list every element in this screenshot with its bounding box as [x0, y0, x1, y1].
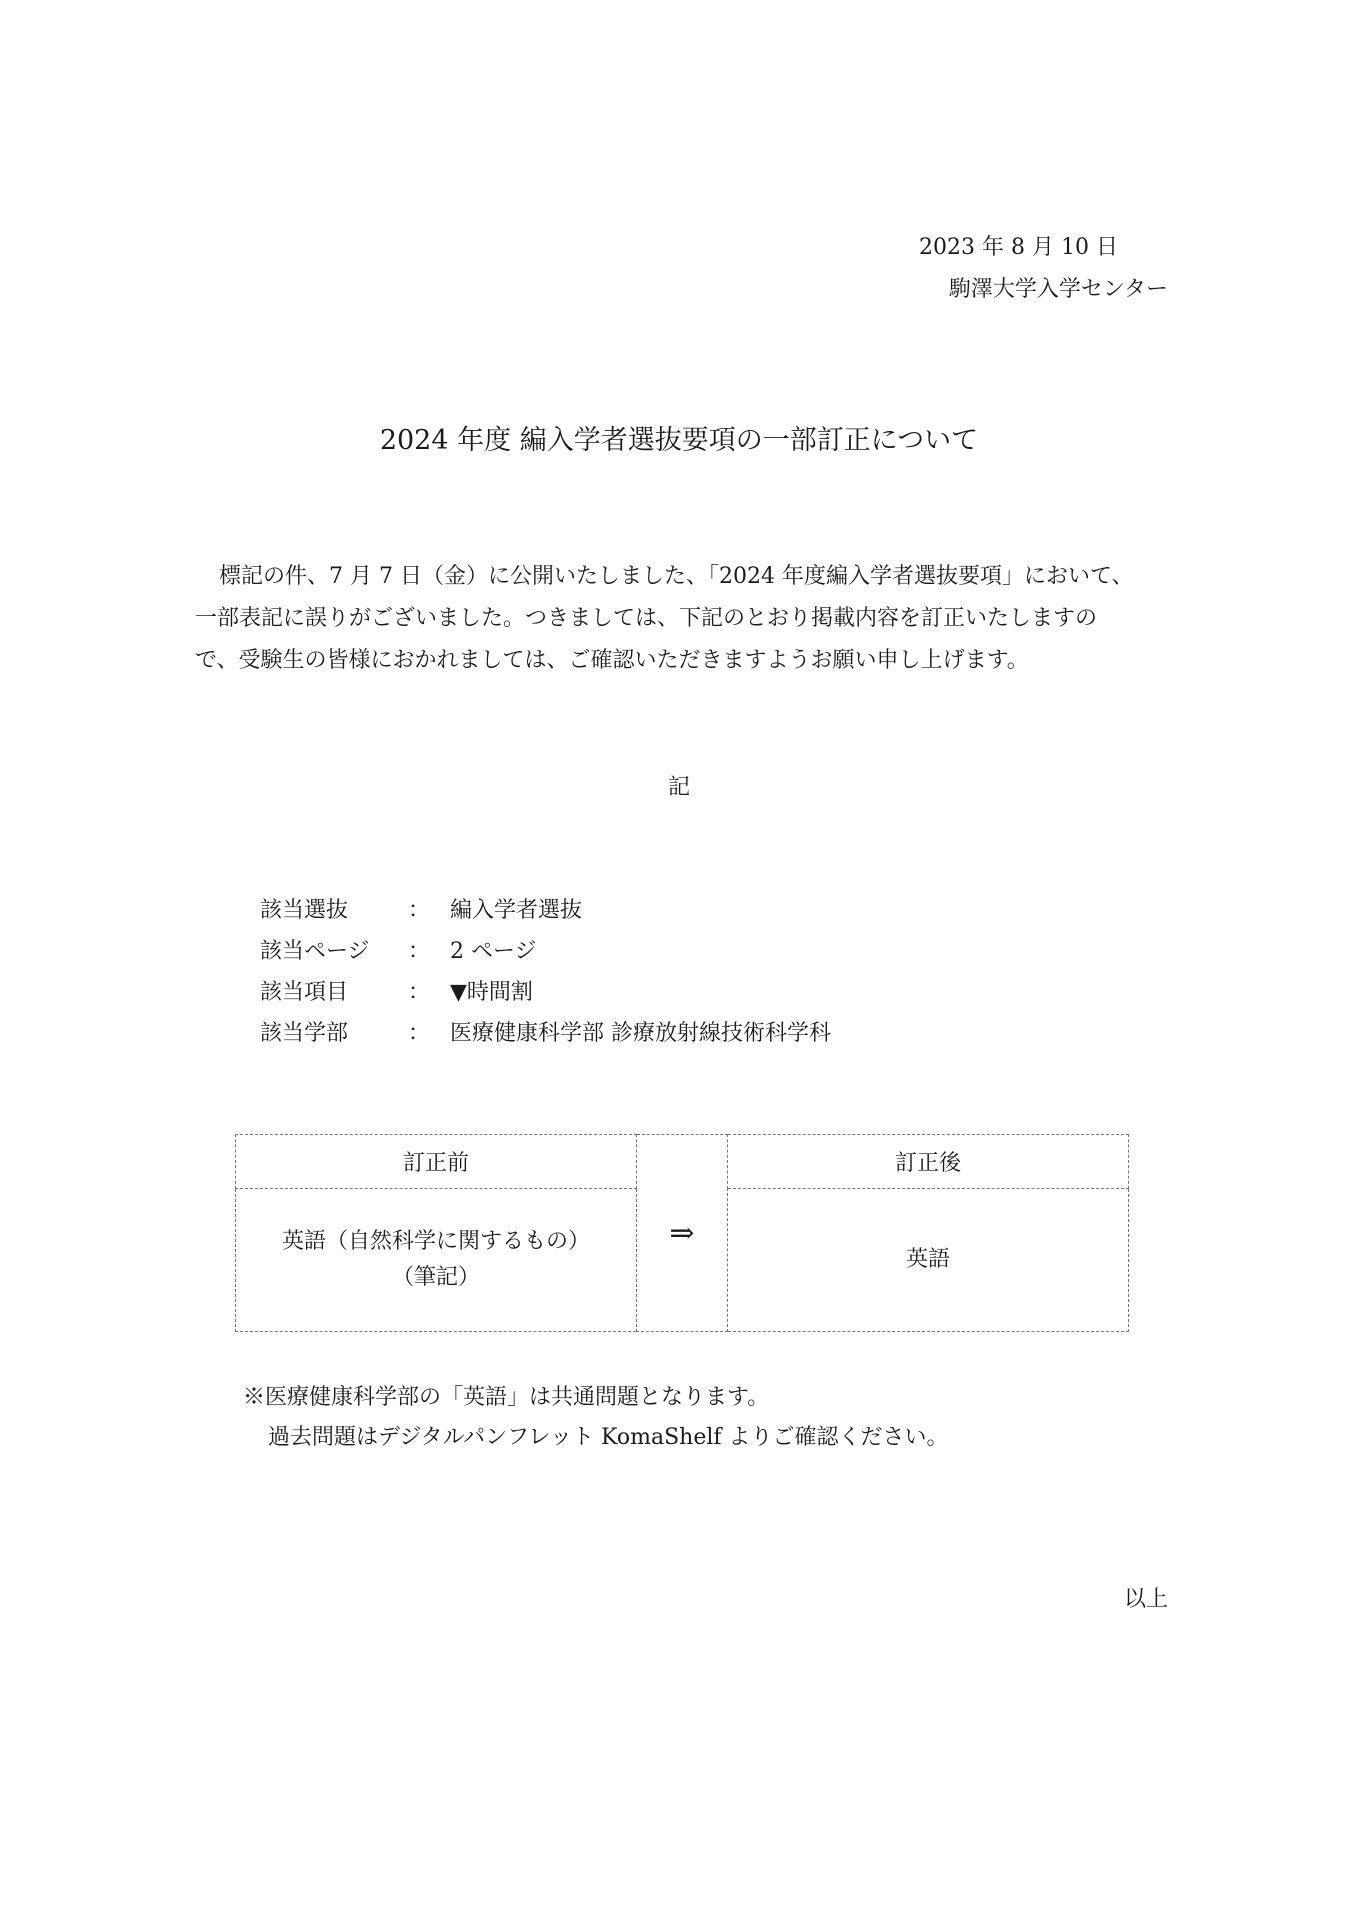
details-label: 該当学部 [260, 1021, 349, 1046]
note-common-question: ※医療健康科学部の「英語」は共通問題となります。 [243, 1385, 770, 1410]
document-title: 2024 年度 編入学者選抜要項の一部訂正について [379, 425, 979, 456]
document-date: 2023 年 8 月 10 日 [919, 235, 1118, 260]
closing-mark: 以上 [1123, 1587, 1168, 1612]
body-line-2: 一部表記に誤りがございました。つきましては、下記のとおり掲載内容を訂正いたしますの [195, 606, 1098, 631]
details-value: 編入学者選抜 [450, 898, 583, 923]
details-label: 該当選抜 [260, 898, 349, 923]
details-label: 該当ページ [260, 939, 370, 964]
details-colon: ： [408, 980, 431, 1005]
before-value-line-2: （筆記） [391, 1265, 480, 1290]
before-value-line-1: 英語（自然科学に関するもの） [281, 1229, 590, 1254]
arrow-icon: ⇒ [637, 1135, 728, 1332]
details-value: 2 ページ [450, 939, 537, 964]
details-value: ▼時間割 [450, 980, 533, 1005]
details-label: 該当項目 [260, 980, 349, 1005]
body-line-1: 標記の件、7 月 7 日（金）に公開いたしました、「2024 年度編入学者選抜要項」において、 [219, 564, 1134, 589]
before-header: 訂正前 [236, 1135, 637, 1189]
details-colon: ： [408, 939, 431, 964]
issuing-organization: 駒澤大学入学センター [948, 277, 1168, 302]
details-row [260, 888, 831, 929]
after-value: 英語 [728, 1189, 1129, 1332]
before-value [236, 1189, 637, 1332]
details-value: 医療健康科学部 診療放射線技術科学科 [450, 1021, 831, 1046]
body-paragraph [195, 556, 1170, 682]
details-row [260, 1011, 831, 1052]
correction-table [235, 1134, 1129, 1332]
body-line-3: で、受験生の皆様におかれましては、ご確認いただきますようお願い申し上げます。 [195, 648, 1029, 673]
ki-heading: 記 [667, 775, 690, 800]
details-colon: ： [408, 898, 431, 923]
details-row [260, 929, 831, 970]
details-list [260, 888, 831, 1052]
note-past-exams: 過去問題はデジタルパンフレット KomaShelf よりご確認ください。 [268, 1425, 949, 1450]
after-header: 訂正後 [728, 1135, 1129, 1189]
details-row [260, 970, 831, 1011]
correction-header-row [236, 1135, 1129, 1189]
details-colon: ： [408, 1021, 431, 1046]
